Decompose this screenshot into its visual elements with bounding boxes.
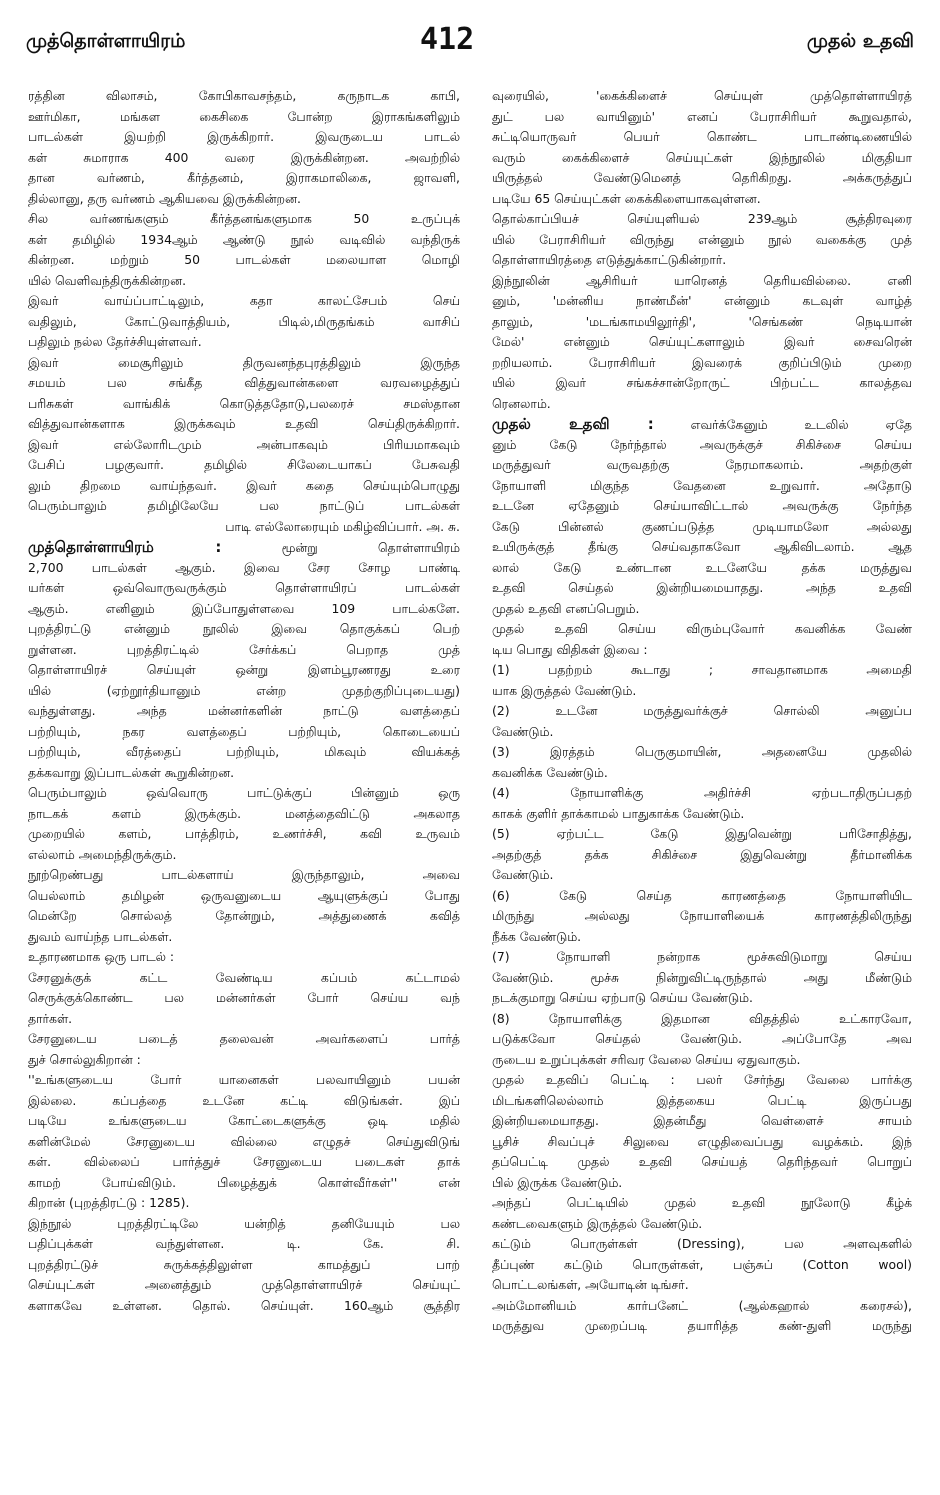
text-line: வந்துள்ளது. அந்த மன்னர்களின் நாட்டு வளத்தைப்: [28, 703, 460, 718]
text-line: சேரனுடைய படைத் தலைவன் அவர்களைப் பார்த்: [28, 1031, 460, 1046]
text-line: நூற்றெண்பது பாடல்களாய் இருந்தாலும், அவை: [28, 867, 460, 882]
text-line: களாகவே உள்ளன. தொல். செய்யுள். 160ஆம் சூத்திர: [28, 1297, 460, 1313]
text-line: (6) கேடு செய்த காரணத்தை நோயாளியிட: [492, 887, 912, 903]
text-line: கட்டும் பொருள்கள் (Dressing), பல அளவுகளில்: [492, 1236, 912, 1251]
text-line: முதல் உதவி : எவர்க்கேனும் உடலில் ஏதே: [492, 415, 912, 433]
text-line: பெரும்பாலும் ஒவ்வொரு பாட்டுக்குப் பின்னும் ஒரு: [28, 785, 460, 800]
running-title-right: முதல் உதவி: [806, 30, 914, 52]
text-line: பொட்டலங்கள், அயோடின் டிங்சர்.: [492, 1277, 689, 1292]
text-line: (1) பதற்றம் கூடாது ; சாவதானமாக அமைதி: [492, 662, 912, 677]
text-line: கின்றன. மற்றும் 50 பாடல்கள் மலையாள மொழி: [28, 252, 460, 267]
text-line: (8) நோயாளிக்கு இதமான விதத்தில் உட்காரவோ,: [492, 1010, 912, 1026]
page-number: 412: [420, 22, 475, 57]
text-line: சில வர்ணங்களும் கீர்த்தனங்களுமாக 50 உருப்புக்: [28, 211, 460, 226]
text-line: கிறான் (புறத்திரட்டு : 1285).: [28, 1195, 190, 1210]
text-line: கள் தமிழில் 1934ஆம் ஆண்டு நூல் வடிவில் வந்திருக்: [28, 231, 460, 247]
text-line: வுரையில், 'கைக்கிளைச் செய்யுள் முத்தொள்ளாயிரத்: [492, 88, 912, 103]
text-line: மென்றே சொல்லத் தோன்றும், அத்துணைக் கவித்: [28, 908, 460, 923]
text-line: வேண்டும். மூச்சு நின்றுவிட்டிருந்தால் அது மீண்டும்: [492, 969, 912, 985]
text-line: யர்கள் ஒவ்வொருவருக்கும் தொள்ளாயிரப் பாடல்கள்: [28, 580, 460, 595]
text-line: உதாரணமாக ஒரு பாடல் :: [28, 949, 175, 964]
text-line: துச் சொல்லுகிறான் :: [28, 1051, 141, 1067]
text-line: (4) நோயாளிக்கு அதிர்ச்சி ஏற்படாதிருப்பதற்: [492, 785, 912, 800]
text-line: யில் இவர் சங்கச்சான்றோருட் பிற்பட்ட காலத்தவ: [492, 375, 912, 390]
text-line: இல்லை. கப்பத்தை உடனே கட்டி விடுங்கள். இப்: [28, 1092, 460, 1108]
text-line: (5) ஏற்பட்ட கேடு இதுவென்று பரிசோதித்து,: [492, 826, 912, 841]
text-line: பூசிச் சிவப்புச் சிலுவை எழுதிவைப்பது வழக்கம். இந்: [492, 1133, 912, 1149]
text-line: ரத்தின விலாசம், கோபிகாவசந்தம், கருநாடக காபி,: [28, 88, 460, 103]
text-line: யிருத்தல் வேண்டுமெனத் தெரிகிறது. அக்கருத்துப்: [492, 170, 912, 185]
text-line: அந்தப் பெட்டியில் முதல் உதவி நூலோடு கீழ்க்: [492, 1195, 912, 1210]
text-line: பாடி எல்லோரையும் மகிழ்விப்பார். அ. சு.: [225, 518, 460, 534]
text-line: யாக இருத்தல் வேண்டும்.: [492, 682, 637, 698]
text-line: லால் கேடு உண்டான உடனேயே தக்க மருத்துவ: [492, 559, 912, 575]
text-line: முதல் உதவி எனப்பெறும்.: [492, 600, 640, 616]
text-line: தக்கவாறு இப்பாடல்கள் கூறுகின்றன.: [28, 764, 235, 780]
text-line: இந்நூல் புறத்திரட்டிலே யன்றித் தனியேயும் பல: [28, 1215, 460, 1231]
text-line: பெரும்பாலும் தமிழிலேயே பல நாட்டுப் பாடல்கள்: [28, 498, 460, 513]
text-line: தான வர்ணம், கீர்த்தனம், இராகமாலிகை, ஜாவளி,: [28, 170, 460, 185]
text-line: தொல்காப்பியச் செய்யுளியல் 239ஆம் சூத்திரவுரை: [492, 211, 912, 226]
text-line: தாலும், 'மடங்காமயிலூர்தி', 'செங்கண் நெடியான்: [492, 313, 912, 329]
text-line: சமயம் பல சங்கீத வித்துவான்களை வரவழைத்துப்: [28, 375, 460, 390]
text-line: மருத்துவர் வருவதற்கு நேரமாகலாம். அதற்குள்: [492, 457, 912, 472]
text-line: யில் வெளிவந்திருக்கின்றன.: [28, 272, 187, 288]
text-line: செய்யுட்கள் அனைத்தும் முத்தொள்ளாயிரச் செய்யுட்: [28, 1277, 460, 1292]
running-title-left: முத்தொள்ளாயிரம்: [26, 30, 186, 52]
text-line: காகக் குளிர் தாக்காமல் பாதுகாக்க வேண்டும்.: [492, 805, 745, 821]
text-line: படியே 65 செய்யுட்கள் கைக்கிளையாகவுள்ளன.: [492, 190, 761, 206]
text-line: அதற்குத் தக்க சிகிச்சை இதுவென்று தீர்மானிக்க: [492, 846, 912, 862]
text-line: இவர் மைசூரிலும் திருவனந்தபுரத்திலும் இருந்த: [28, 354, 460, 370]
text-line: தொள்ளாயிரச் செய்யுள் ஒன்று இளம்பூரணரது உரை: [28, 662, 460, 677]
text-line: நடக்குமாறு செய்ய ஏற்பாடு செய்ய வேண்டும்.: [492, 990, 753, 1005]
entry-heading: முதல் உதவி :: [492, 415, 654, 433]
text-line: வதிலும், கோட்டுவாத்தியம், பிடில்,மிருதங்கம் வாசிப்: [28, 313, 460, 329]
text-line: இவர் எல்லோரிடமும் அன்பாகவும் பிரியமாகவும்: [28, 436, 460, 452]
text-line: யில் பேராசிரியர் விருந்து என்னும் நூல் வகைக்கு முத்: [492, 231, 912, 247]
text-line: அம்மோனியம் கார்பனேட் (ஆல்கஹால் கரைசல்),: [492, 1297, 912, 1313]
text-line: றறியலாம். பேராசிரியர் இவரைக் குறிப்பிடும் முறை: [492, 354, 912, 370]
text-line: நோயாளி மிகுந்த வேதனை உறுவார். அதோடு: [492, 477, 912, 493]
text-line: தில்லானு, தரு வர்ணம் ஆகியவை இருக்கின்றன.: [28, 190, 301, 206]
text-line: கேடு பின்னல் குணப்படுத்த முடியாமலோ அல்லது: [492, 518, 912, 534]
text-line: பேசிப் பழகுவார். தமிழில் சிலேடையாகப் பேசுவதி: [28, 457, 460, 472]
text-line: சேரனுக்குக் கட்ட வேண்டிய கப்பம் கட்டாமல்: [28, 969, 460, 985]
entry-heading: முத்தொள்ளாயிரம் :: [28, 538, 222, 556]
text-line: துவம் வாய்ந்த பாடல்கள்.: [28, 928, 173, 944]
text-line: படுக்கவோ செய்தல் வேண்டும். அப்போதே அவ: [492, 1031, 912, 1046]
text-line: முதல் உதவி செய்ய விரும்புவோர் கவனிக்க வேண்: [492, 621, 912, 636]
text-line: கவனிக்க வேண்டும்.: [492, 764, 608, 780]
text-line: தார்கள்.: [28, 1010, 73, 1026]
text-line: (3) இரத்தம் பெருகுமாயின், அதனையே முதலில்: [492, 744, 912, 759]
text-line: உயிருக்குத் தீங்கு செய்வதாகவோ ஆகிவிடலாம். ஆத: [492, 539, 912, 554]
text-line: வரும் கைக்கிளைச் செய்யுட்கள் இந்நூலில் மிகுதியா: [492, 149, 912, 165]
text-line: படியே உங்களுடைய கோட்டைகளுக்கு ஒடி மதில்: [28, 1113, 460, 1128]
left-column: [28, 86, 460, 1316]
text-line: கள் சுமாராக 400 வரை இருக்கின்றன. அவற்றில்: [28, 149, 460, 165]
text-line: தொள்ளாயிரத்தை எடுத்துக்காட்டுகின்றார்.: [492, 252, 727, 267]
text-line: மேல்' என்னும் செய்யுட்களாலும் இவர் சைவரென்: [492, 334, 912, 349]
text-line: யெல்லாம் தமிழன் ஒருவனுடைய ஆயுளுக்குப் போது: [28, 887, 460, 903]
text-line: ரெனலாம்.: [492, 395, 551, 411]
text-line: ஆகும். எனினும் இப்போதுள்ளவை 109 பாடல்களே.: [28, 600, 460, 616]
text-line: றுள்ளன. புறத்திரட்டில் சேர்க்கப் பெறாத முத்: [28, 641, 460, 657]
text-line: காமற் போய்விடும். பிழைத்துக் கொள்வீர்கள்'' என்: [28, 1174, 460, 1190]
page-header: [0, 0, 940, 70]
text-line: செருக்குக்கொண்ட பல மன்னர்கள் போர் செய்ய வந்: [28, 990, 460, 1005]
text-line: இவர் வாய்ப்பாட்டிலும், கதா காலட்சேபம் செய்: [28, 293, 460, 308]
text-line: முதல் உதவிப் பெட்டி : பலர் சேர்ந்து வேலை பார்க்கு: [492, 1072, 912, 1087]
text-line: துட் பல வாயினும்' எனப் பேராசிரியர் கூறுவதால்,: [492, 108, 912, 124]
text-line: பற்றியும், வீரத்தைப் பற்றியும், மிகவும் வியக்கத்: [28, 744, 460, 759]
text-line: உதவி செய்தல் இன்றியமையாதது. அந்த உதவி: [492, 580, 912, 595]
text-line: மிருந்து அல்லது நோயாளியைக் காரணத்திலிருந்து: [492, 908, 912, 923]
text-line: மருத்துவ முறைப்படி தயாரித்த கண்-துளி மருந்து: [492, 1318, 912, 1333]
text-line: ஊர்மிகா, மங்கள கைசிகை போன்ற இராகங்களிலும்: [28, 108, 460, 124]
text-line: யில் (ஏற்றூர்தியானும் என்ற முதற்குறிப்புடையது): [28, 682, 460, 698]
text-line: (7) நோயாளி நன்றாக மூச்சுவிடுமாறு செய்ய: [492, 949, 912, 964]
text-line: சுட்டியொருவர் பெயர் கொண்ட பாடாண்டிணையில்: [492, 129, 912, 144]
text-line: 2,700 பாடல்கள் ஆகும். இவை சேர சோழ பாண்டி: [28, 559, 460, 575]
text-line: (2) உடனே மருத்துவர்க்குச் சொல்லி அனுப்ப: [492, 703, 912, 718]
text-line: முறையில் களம், பாத்திரம், உணர்ச்சி, கவி உருவம்: [28, 826, 460, 841]
text-line: லும் திறமை வாய்ந்தவர். இவர் கதை செய்யும்பொழுது: [28, 477, 460, 493]
text-line: வேண்டும்.: [492, 723, 554, 739]
text-line: நாடகக் களம் இருக்கும். மனத்தைவிட்டு அகலாத: [28, 805, 460, 821]
text-line: கண்டவைகளும் இருத்தல் வேண்டும்.: [492, 1215, 703, 1231]
text-line: எல்லாம் அமைந்திருக்கும்.: [28, 846, 177, 862]
right-column: [492, 86, 912, 1337]
text-line: தப்பெட்டி முதல் உதவி செய்யத் தெரிந்தவர் பொறுப்: [492, 1154, 912, 1169]
text-line: னும் கேடு நேர்ந்தால் அவருக்குச் சிகிச்சை செய்ய: [492, 436, 912, 452]
text-line: தீப்புண் கட்டும் பொருள்கள், பஞ்சுப் (Cotton wool): [492, 1256, 912, 1272]
text-line: ''உங்களுடைய போர் யானைகள் பலவாயினும் பயன்: [28, 1072, 460, 1087]
text-line: வேண்டும்.: [492, 867, 554, 882]
text-line: மிடங்களிலெல்லாம் இத்தகைய பெட்டி இருப்பது: [492, 1092, 912, 1108]
text-line: புறத்திரட்டு என்னும் நூலில் இவை தொகுக்கப் பெற்: [28, 621, 460, 636]
text-line: வித்துவான்களாக இருக்கவும் உதவி செய்திருக்கிறார்.: [28, 416, 460, 431]
text-line: உடனே ஏதேனும் செய்யாவிட்டால் அவருக்கு நேர்ந்த: [492, 498, 912, 513]
text-line: பதிப்புக்கள் வந்துள்ளன. டி. கே. சி.: [28, 1236, 460, 1251]
text-line: கள். வில்லைப் பார்த்துச் சேரனுடைய படைகள் தாக்: [28, 1154, 460, 1169]
text-line: டிய பொது விதிகள் இவை :: [492, 641, 648, 657]
text-line: ருடைய உறுப்புக்கள் சரிவர வேலை செய்ய ஏதுவாகும்.: [492, 1051, 801, 1067]
text-line: பரிசுகள் வாங்கிக் கொடுத்ததோடு,பலரைச் சமஸ்தான: [28, 395, 460, 411]
text-line: பதிலும் நல்ல தேர்ச்சியுள்ளவர்.: [28, 334, 202, 349]
text-line: பாடல்கள் இயற்றி இருக்கிறார். இவருடைய பாடல்: [28, 129, 460, 144]
text-line: னும், 'மன்னிய நாண்மீன்' என்னும் கடவுள் வாழ்த்: [492, 293, 912, 308]
text-line: முத்தொள்ளாயிரம் : மூன்று தொள்ளாயிரம்: [28, 538, 460, 556]
text-line: பில் இருக்க வேண்டும்.: [492, 1174, 623, 1190]
text-line: புறத்திரட்டுச் சுருக்கத்திலுள்ள காமத்துப் பாற்: [28, 1256, 460, 1272]
text-line: இந்நூலின் ஆசிரியர் யாரெனத் தெரியவில்லை. எனி: [492, 272, 912, 288]
text-line: இன்றியமையாதது. இதன்மீது வெள்ளைச் சாயம்: [492, 1113, 912, 1128]
text-line: களின்மேல் சேரனுடைய வில்லை எழுதச் செய்துவிடுங்: [28, 1133, 460, 1149]
text-line: நீக்க வேண்டும்.: [492, 928, 582, 944]
text-line: பற்றியும், நகர வளத்தைப் பற்றியும், கொடையைப்: [28, 723, 460, 739]
